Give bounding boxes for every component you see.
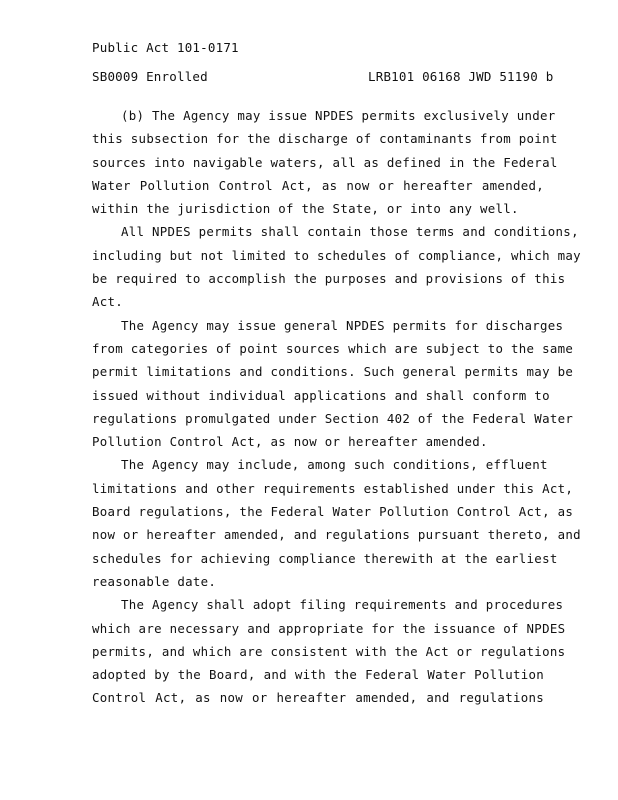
text-line: including but not limited to schedules of compliance, which may <box>92 247 581 263</box>
text-line: issued without individual applications and shall conform to <box>92 387 550 403</box>
text-line: adopted by the Board, and with the Federal Water Pollution <box>92 667 544 683</box>
text-line: from categories of point sources which are subject to the same <box>92 340 574 356</box>
text-line: permits, and which are consistent with the Act or regulations <box>92 643 566 659</box>
text-line: The Agency shall adopt filing requirements and procedures <box>121 597 564 613</box>
text-line: Board regulations, the Federal Water Pollution Control Act, as <box>92 504 574 520</box>
text-line: (b) The Agency may issue NPDES permits exclusively under <box>121 108 556 123</box>
text-line: schedules for achieving compliance therewith at the earliest <box>92 550 558 566</box>
text-line: All NPDES permits shall contain those terms and conditions, <box>121 224 579 240</box>
text-line: limitations and other requirements established under this Act, <box>92 480 574 496</box>
text-line: within the jurisdiction of the State, or into any well. <box>92 201 519 217</box>
lrb-identifier: LRB101 06168 JWD 51190 b <box>368 69 554 84</box>
text-line: sources into navigable waters, all as defined in the Federal <box>92 154 558 170</box>
public-act-title: Public Act 101-0171 <box>92 40 239 55</box>
document-body <box>92 104 581 710</box>
text-line: this subsection for the discharge of contaminants from point <box>92 131 558 147</box>
text-line: reasonable date. <box>92 573 217 589</box>
text-line: Pollution Control Act, as now or hereafter amended. <box>92 434 488 450</box>
text-line: Act. <box>92 294 124 310</box>
text-line: The Agency may issue general NPDES permits for discharges <box>121 317 564 333</box>
text-line: The Agency may include, among such conditions, effluent <box>121 457 548 473</box>
text-line: Water Pollution Control Act, as now or hereafter amended, <box>92 177 544 193</box>
text-line: permit limitations and conditions. Such general permits may be <box>92 364 574 380</box>
text-line: now or hereafter amended, and regulations pursuant thereto, and <box>92 527 581 543</box>
text-line: which are necessary and appropriate for the issuance of NPDES <box>92 620 566 636</box>
text-line: Control Act, as now or hereafter amended, and regulations <box>92 690 544 706</box>
text-line: regulations promulgated under Section 402 of the Federal Water <box>92 410 574 426</box>
bill-identifier: SB0009 Enrolled <box>92 69 208 84</box>
text-line: be required to accomplish the purposes and provisions of this <box>92 271 566 287</box>
